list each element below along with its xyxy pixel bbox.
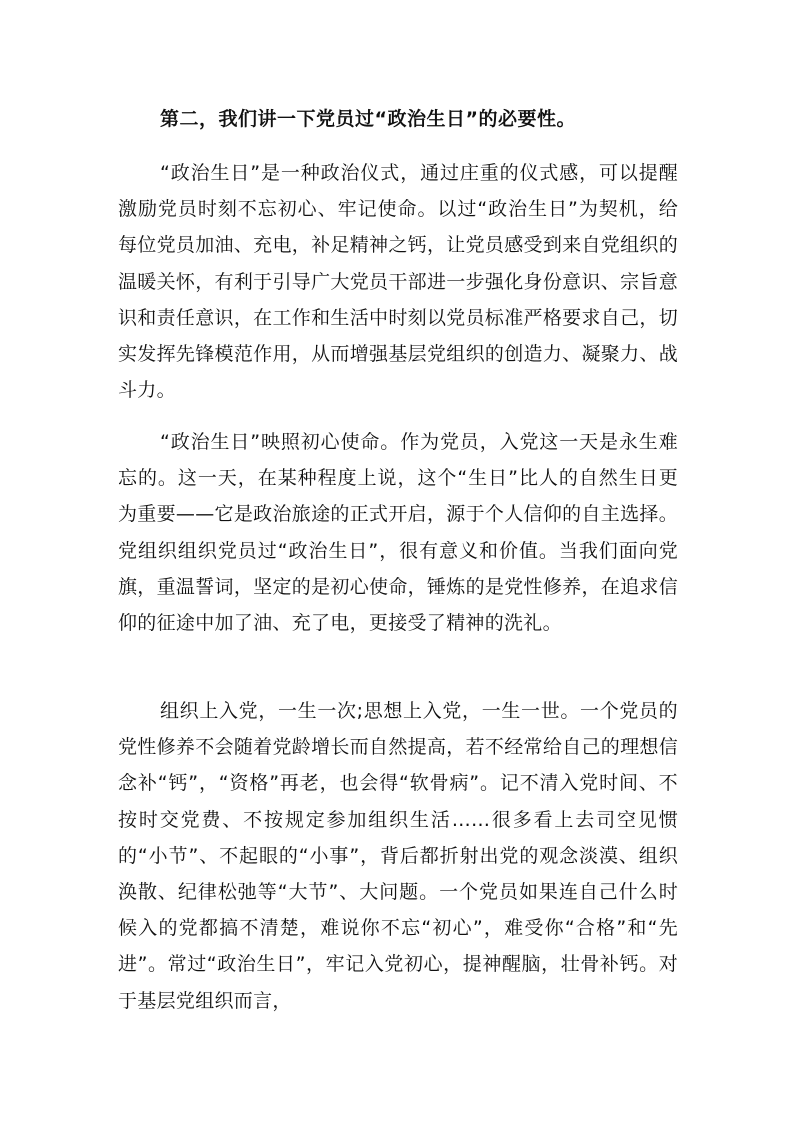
paragraph-2: “政治生日”映照初心使命。作为党员，入党这一天是永生难忘的。这一天，在某种程度上说，这个“生日”比人的自然生日更为重要——它是政治旅途的正式开启，源于个人信仰的自主选择。党组织组织党员过“政治生日”，很有意义和价值。当我们面向党旗，重温誓词，坚定的是初心使命，锤炼的是党性修养，在追求信仰的征途中加了油、充了电，更接受了精神的洗礼。: [118, 431, 678, 635]
section-heading: 第二，我们讲一下党员过“政治生日”的必要性。: [160, 108, 576, 130]
paragraph-1: “政治生日”是一种政治仪式，通过庄重的仪式感，可以提醒激励党员时刻不忘初心、牢记使命。以过“政治生日”为契机，给每位党员加油、充电，补足精神之钙，让党员感受到来自党组织的温暖关怀，有利于引导广大党员干部进一步强化身份意识、宗旨意识和责任意识，在工作和生活中时刻以党员标准严格要求自己，切实发挥先锋模范作用，从而增强基层党组织的创造力、凝聚力、战斗力。: [118, 162, 678, 402]
paragraph-3: 组织上入党，一生一次;思想上入党，一生一世。一个党员的党性修养不会随着党龄增长而自然提高，若不经常给自己的理想信念补“钙”，“资格”再老，也会得“软骨病”。记不清入党时间、不按时交党费、不按规定参加组织生活……很多看上去司空见惯的“小节”、不起眼的“小事”，背后都折射出党的观念淡漠、组织涣散、纪律松弛等“大节”、大问题。一个党员如果连自己什么时候入的党都搞不清楚，难说你不忘“初心”，难受你“合格”和“先进”。常过“政治生日”，牢记入党初心，提神醒脑，壮骨补钙。对于基层党组织而言，: [118, 700, 678, 1012]
